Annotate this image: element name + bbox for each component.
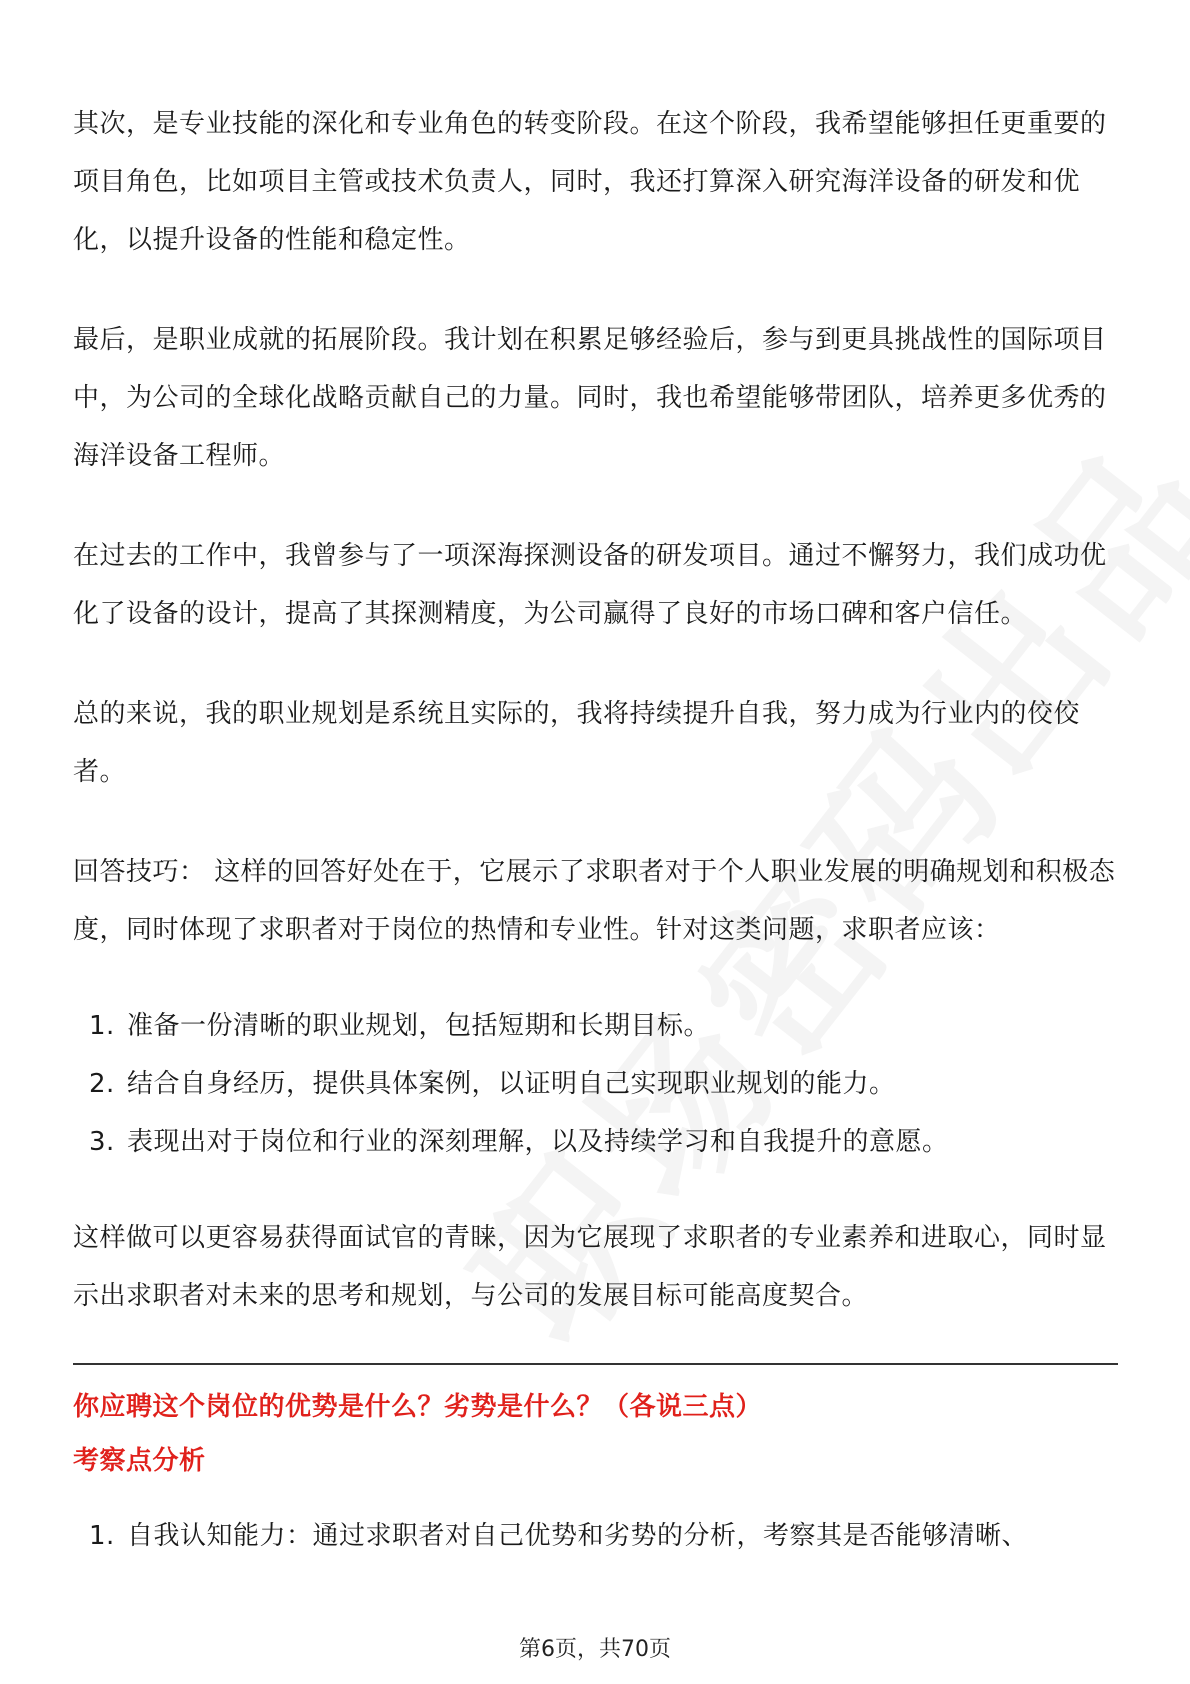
list-item — [73, 1507, 1118, 1565]
list-item — [73, 1055, 1118, 1113]
section-divider — [73, 1363, 1118, 1365]
paragraph-career-stage-two: 其次，是专业技能的深化和专业角色的转变阶段。在这个阶段，我希望能够担任更重要的项目角色，比如项目主管或技术负责人，同时，我还打算深入研究海洋设备的研发和优化，以提升设备的性能和稳定性。 — [73, 109, 1107, 255]
paragraph-past-experience: 在过去的工作中，我曾参与了一项深海探测设备的研发项目。通过不懈努力，我们成功优化了设备的设计，提高了其探测精度，为公司赢得了良好的市场口碑和客户信任。 — [73, 541, 1107, 629]
list-item — [73, 1113, 1118, 1171]
list-item — [73, 997, 1118, 1055]
list-item-text: 结合自身经历，提供具体案例，以证明自己实现职业规划的能力。 — [127, 1069, 896, 1099]
document-body — [73, 95, 1118, 1565]
list-item-number: 3. — [89, 1127, 115, 1157]
interview-question-heading: 你应聘这个岗位的优势是什么？劣势是什么？（各说三点） — [73, 1392, 763, 1422]
list-item-number: 1. — [89, 1521, 115, 1551]
list-item-text: 自我认知能力：通过求职者对自己优势和劣势的分析，考察其是否能够清晰、 — [127, 1521, 1029, 1551]
tips-list — [73, 997, 1118, 1171]
analysis-heading: 考察点分析 — [73, 1446, 206, 1476]
paragraph-career-stage-three: 最后，是职业成就的拓展阶段。我计划在积累足够经验后，参与到更具挑战性的国际项目中，为公司的全球化战略贡献自己的力量。同时，我也希望能够带团队，培养更多优秀的海洋设备工程师。 — [73, 325, 1107, 471]
list-item-number: 2. — [89, 1069, 115, 1099]
list-item-number: 1. — [89, 1011, 115, 1041]
page-number-footer: 第6页，共70页 — [519, 1637, 671, 1662]
list-item-text: 表现出对于岗位和行业的深刻理解，以及持续学习和自我提升的意愿。 — [127, 1127, 949, 1157]
paragraph-answer-tips: 回答技巧： 这样的回答好处在于，它展示了求职者对于个人职业发展的明确规划和积极态度，同时体现了求职者对于岗位的热情和专业性。针对这类问题，求职者应该： — [73, 857, 1116, 945]
paragraph-summary: 总的来说，我的职业规划是系统且实际的，我将持续提升自我，努力成为行业内的佼佼者。 — [73, 699, 1081, 787]
paragraph-conclusion: 这样做可以更容易获得面试官的青睐，因为它展现了求职者的专业素养和进取心，同时显示出求职者对未来的思考和规划，与公司的发展目标可能高度契合。 — [73, 1223, 1107, 1311]
list-item-text: 准备一份清晰的职业规划，包括短期和长期目标。 — [127, 1011, 711, 1041]
analysis-list — [73, 1507, 1118, 1565]
